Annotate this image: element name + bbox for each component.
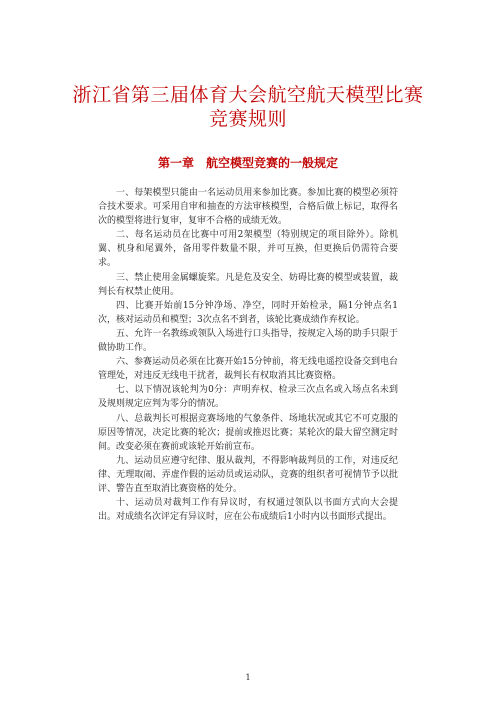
rules-body <box>98 186 398 524</box>
rule-paragraph-10: 十、运动员对裁判工作有异议时，有权通过领队以书面方式向大会提出。对成绩名次评定有异议时，应在公布成绩后1小时内以书面形式提出。 <box>98 498 398 523</box>
page-number: 1 <box>245 673 251 682</box>
rule-paragraph-7: 七、以下情况该轮判为0分：声明弃权、检录三次点名或入场点名未到及规则规定应判为零分的情况。 <box>98 385 398 410</box>
rule-paragraph-5: 五、允许一名教练或领队入场进行口头指导，按规定入场的助手只限于做协助工作。 <box>98 328 398 354</box>
document-title-line-2: 竞赛规则 <box>208 108 287 130</box>
document-title-line-1: 浙江省第三届体育大会航空航天模型比赛 <box>72 84 424 106</box>
rule-paragraph-6: 六、参赛运动员必须在比赛开始15分钟前，将无线电遥控设备交到电台管理处，对违反无线电干扰者，裁判长有权取消其比赛资格。 <box>98 357 398 382</box>
rule-paragraph-9: 九、运动员应遵守纪律、服从裁判，不得影响裁判员的工作，对违反纪律、无理取闹、弄虚作假的运动员或运动队，竞赛的组织者可视情节予以批评、警告直至取消比赛资格的处分。 <box>98 455 398 494</box>
rule-paragraph-1: 一、每架模型只能由一名运动员用来参加比赛。参加比赛的模型必须符合技术要求。可采用自审和抽查的方法审核模型，合格后做上标记，取得名次的模型将进行复审，复审不合格的成绩无效。 <box>98 188 398 227</box>
rule-paragraph-3: 三、禁止使用金属螺旋桨。凡是危及安全、妨碍比赛的模型或装置，裁判长有权禁止使用。 <box>98 272 398 297</box>
chapter-heading: 第一章 航空模型竞赛的一般规定 <box>157 156 338 170</box>
rule-paragraph-4: 四、比赛开始前15分钟净场、净空，同时开始检录，隔1分钟点名1次，核对运动员和模型；3次点名不到者，该轮比赛成绩作弃权论。 <box>98 300 398 325</box>
rule-paragraph-2: 二、每名运动员在比赛中可用2架模型（特别规定的项目除外）。除机翼、机身和尾翼外，备用零件数量不限，并可互换，但更换后仍需符合要求。 <box>98 230 398 269</box>
rule-paragraph-8: 八、总裁判长可根据竞赛场地的气象条件、场地状况或其它不可克服的原因等情况，决定比赛的轮次；提前或推迟比赛；某轮次的最大留空测定时间。改变必须在赛前或该轮开始前宣布。 <box>98 413 398 452</box>
